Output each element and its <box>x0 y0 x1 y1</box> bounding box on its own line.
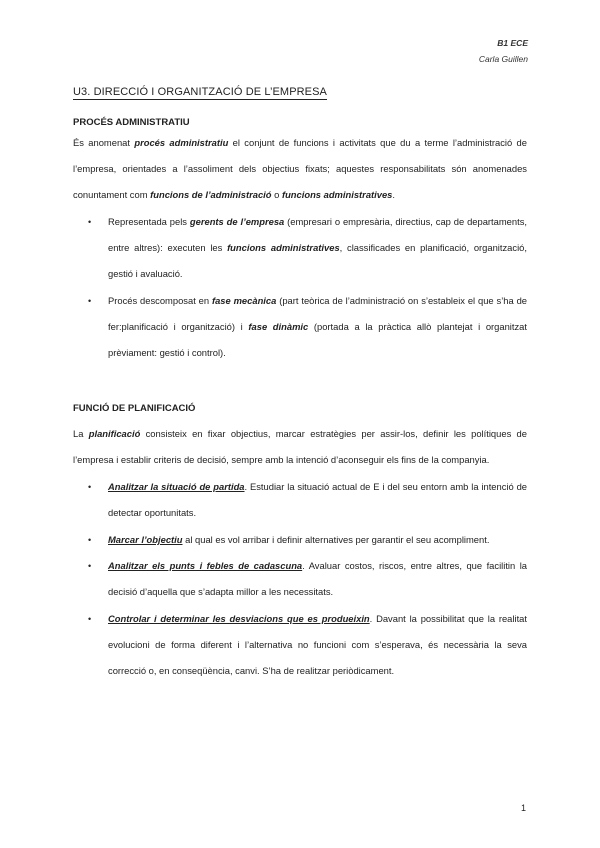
list-item: • Analitzar els punts i febles de cadascuna. Avaluar costos, riscos, entre altres, que facilitin la decisió d’aquella que s’adapta millor a les necessitats. <box>108 553 527 605</box>
bullet-icon: • <box>88 535 92 545</box>
paragraph-proces-intro: És anomenat procés administratiu el conjunt de funcions i activitats que du a terme l’administració de l’empresa, orientades a l’assoliment dels objectius fixats; aquestes responsabilitats són anomenades conuntament com funcions de l’administració o funcions administratives. <box>73 137 527 200</box>
bullet-icon: • <box>88 561 92 571</box>
bullet-icon: • <box>88 217 92 227</box>
list-item: • Marcar l’objectiu al qual es vol arribar i definir alternatives per garantir el seu acompliment. <box>108 527 527 553</box>
section-heading-planificacio: FUNCIÓ DE PLANIFICACIÓ <box>73 403 196 414</box>
section-heading-proces: PROCÉS ADMINISTRATIU <box>73 117 190 128</box>
list-item: • Analitzar la situació de partida. Estudiar la situació actual de E i del seu entorn amb la intenció de detectar oportunitats. <box>108 474 527 526</box>
list-item: • Representada pels gerents de l’empresa (empresari o empresària, directius, cap de departaments, entre altres): executen les funcions administratives, classificades en planificació, organització, gestió i avaluació. <box>108 209 527 287</box>
header-course: B1 ECE <box>497 38 528 48</box>
list-item: • Procés descomposat en fase mecànica (part teòrica de l’administració on s’estableix el que s’ha de fer:planificació i organització) i fase dinàmic (portada a la pràctica allò plantejat i organitzat prèviament: gestió i control). <box>108 288 527 366</box>
page-number: 1 <box>520 803 526 813</box>
list-item: • Controlar i determinar les desviacions que es produeixin. Davant la possibilitat que la realitat evolucioni de forma diferent i l’alternativa no funcioni com s’esperava, és necessària la seva correcció o, en conseqüència, canvi. S’ha de realitzar periòdicament. <box>108 606 527 684</box>
bullet-icon: • <box>88 296 92 306</box>
paragraph-planificacio-intro: La planificació consisteix en fixar objectius, marcar estratègies per assir-los, definir les polítiques de l’empresa i establir criteris de decisió, sempre amb la intenció d’aconseguir els fins de la companyia. <box>73 428 527 465</box>
bullet-icon: • <box>88 614 92 624</box>
header-author: Carla Guillen <box>478 54 528 64</box>
bullet-icon: • <box>88 482 92 492</box>
page-title: U3. DIRECCIÓ I ORGANITZACIÓ DE L’EMPRESA <box>73 86 327 98</box>
